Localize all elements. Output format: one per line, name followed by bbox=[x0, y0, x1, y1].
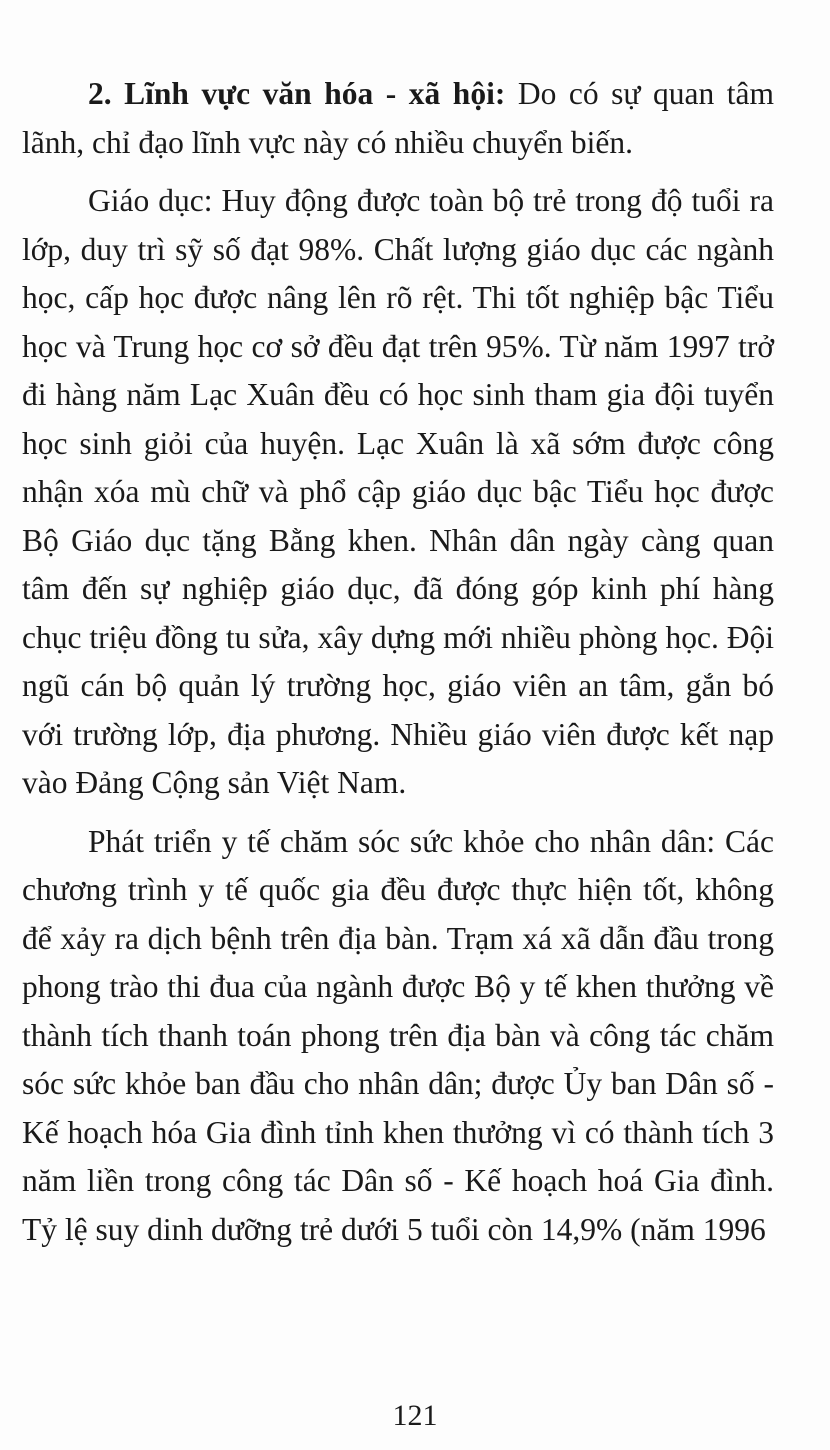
paragraph-healthcare: Phát triển y tế chăm sóc sức khỏe cho nhân dân: Các chương trình y tế quốc gia đều được thực hiện tốt, không để xảy ra dịch bệnh trên địa bàn. Trạm xá xã dẫn đầu trong phong trào thi đua của ngành được Bộ y tế khen thưởng về thành tích thanh toán phong trên địa bàn và công tác chăm sóc sức khỏe ban đầu cho nhân dân; được Ủy ban Dân số - Kế hoạch hóa Gia đình tỉnh khen thưởng vì có thành tích 3 năm liền trong công tác Dân số - Kế hoạch hoá Gia đình. Tỷ lệ suy dinh dưỡng trẻ dưới 5 tuổi còn 14,9% (năm 1996 bbox=[22, 823, 774, 1247]
section-intro-paragraph bbox=[22, 70, 774, 167]
paragraph-education: Giáo dục: Huy động được toàn bộ trẻ trong độ tuổi ra lớp, duy trì sỹ số đạt 98%. Chất lượng giáo dục các ngành học, cấp học được nâng lên rõ rệt. Thi tốt nghiệp bậc Tiểu học và Trung học cơ sở đều đạt trên 95%. Từ năm 1997 trở đi hàng năm Lạc Xuân đều có học sinh tham gia đội tuyển học sinh giỏi của huyện. Lạc Xuân là xã sớm được công nhận xóa mù chữ và phổ cập giáo dục bậc Tiểu học được Bộ Giáo dục tặng Bằng khen. Nhân dân ngày càng quan tâm đến sự nghiệp giáo dục, đã đóng góp kinh phí hàng chục triệu đồng tu sửa, xây dựng mới nhiều phòng học. Đội ngũ cán bộ quản lý trường học, giáo viên an tâm, gắn bó với trường lớp, địa phương. Nhiều giáo viên được kết nạp vào Đảng Cộng sản Việt Nam. bbox=[22, 183, 774, 800]
page-number: 121 bbox=[392, 1399, 438, 1432]
body-text bbox=[22, 70, 774, 1254]
section-intro-text: Do có sự quan tâm lãnh, chỉ đạo lĩnh vực này có nhiều chuyển biến. bbox=[22, 76, 774, 160]
section-heading: 2. Lĩnh vực văn hóa - xã hội: bbox=[88, 76, 506, 111]
